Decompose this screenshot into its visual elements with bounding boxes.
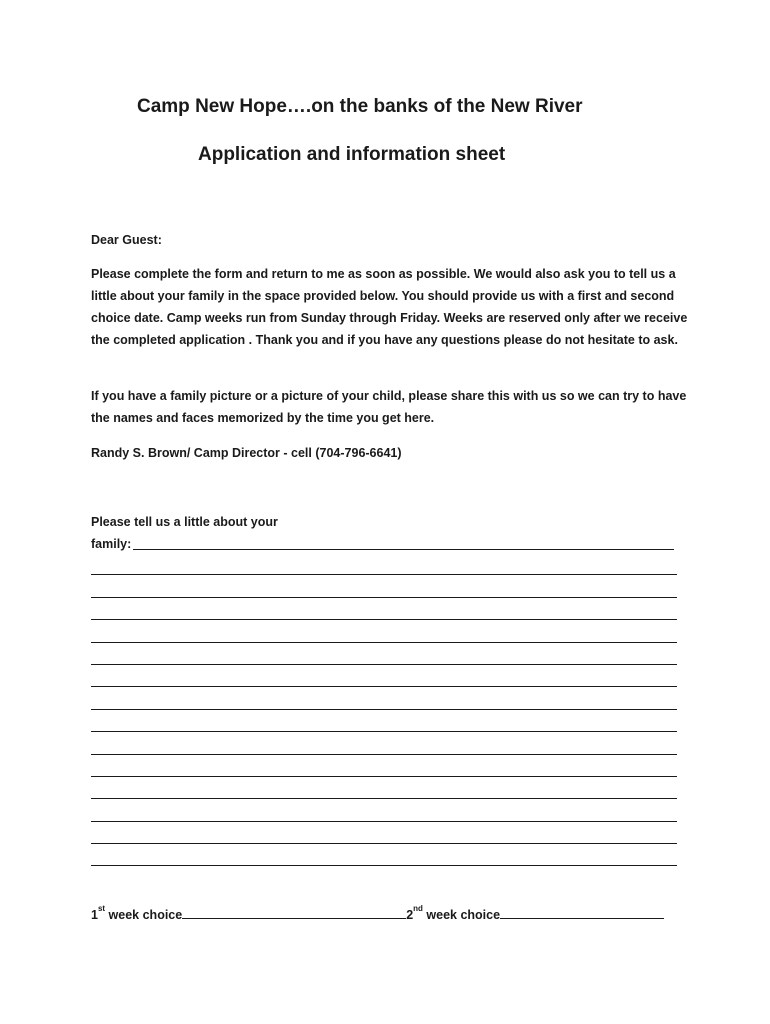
family-field-label: family: — [91, 537, 132, 551]
second-choice-field[interactable] — [500, 907, 664, 919]
answer-line[interactable] — [91, 844, 677, 866]
answer-line[interactable] — [91, 799, 677, 821]
answer-line[interactable] — [91, 598, 677, 620]
first-choice-suffix: st — [97, 904, 106, 913]
answer-line[interactable] — [91, 710, 677, 732]
letter-signature: Randy S. Brown/ Camp Director - cell (704-796-6641) — [91, 446, 402, 460]
family-prompt-label: Please tell us a little about your — [91, 515, 278, 529]
answer-line[interactable] — [91, 777, 677, 799]
first-choice-label: week choice — [105, 908, 183, 922]
second-choice-label: week choice — [422, 908, 501, 922]
answer-line[interactable] — [91, 755, 677, 777]
answer-line[interactable] — [91, 620, 677, 642]
second-choice-suffix: nd — [413, 904, 423, 913]
letter-paragraph-picture: If you have a family picture or a picture of your child, please share this with us so we can try to have the names and faces memorized by the time you get here. — [91, 389, 687, 425]
page-subtitle: Application and information sheet — [198, 144, 506, 165]
letter-greeting: Dear Guest: — [91, 233, 162, 247]
first-choice-field[interactable] — [182, 907, 406, 919]
answer-line[interactable] — [91, 687, 677, 709]
first-choice-ordinal: 1 — [91, 908, 98, 922]
answer-line[interactable] — [91, 665, 677, 687]
family-answer-line[interactable] — [133, 549, 674, 550]
answer-line[interactable] — [91, 553, 677, 575]
page-title: Camp New Hope….on the banks of the New River — [137, 96, 583, 117]
answer-line[interactable] — [91, 822, 677, 844]
answer-line[interactable] — [91, 643, 677, 665]
family-answer-area[interactable] — [91, 553, 677, 866]
second-choice-ordinal: 2 — [406, 908, 414, 922]
answer-line[interactable] — [91, 575, 677, 597]
letter-paragraph-instructions: Please complete the form and return to me as soon as possible. We would also ask you to tell us a little about your family in the space provided below. You should provide us with a first and second choice date. Camp weeks run from Sunday through Friday. Weeks are reserved only after we receive the completed application . Thank you and if you have any questions please do not hesitate to ask. — [91, 267, 688, 347]
week-choice-row — [91, 904, 691, 922]
answer-line[interactable] — [91, 732, 677, 754]
